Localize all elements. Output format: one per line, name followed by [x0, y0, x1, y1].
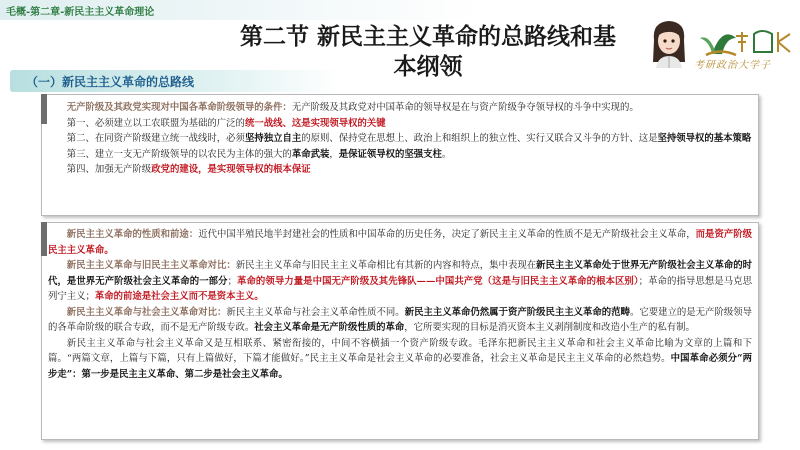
condition-3-bold-b: 是保证领导权的坚强支柱 — [338, 148, 442, 160]
box1-paragraph-2 — [48, 116, 752, 132]
box2-text — [48, 227, 752, 382]
condition-4-highlight: 政党的建设，是实现领导权的根本保证 — [151, 164, 311, 175]
leadership-conditions-label: 无产阶级及其政党实现对中国各革命阶级领导的条件： — [66, 102, 292, 113]
brand-name: 考研政治大学子 — [694, 60, 771, 71]
page-title-line-2: 本纲领 — [393, 54, 463, 80]
two-step-bold: 中国革命必须分“两步走”：第一步是民主主义革命、第二步是社会主义革命。 — [48, 353, 752, 380]
condition-2-text-a: 第二、在同资产阶级建立统一战线时，必须 — [66, 133, 245, 144]
old-vs-new-text-a: 新民主主义革命与旧民主主义革命相比有其新的内容和特点，集中表现在 — [235, 260, 537, 271]
box-accent-bar — [41, 222, 47, 256]
box1-paragraph-5 — [48, 162, 752, 178]
new-vs-socialist-text-a: 新民主主义革命与社会主义革命性质不同。 — [226, 306, 405, 318]
old-vs-new-highlight-a: 革命的领导力量是中国无产阶级及其先锋队——中国共产党（这是与旧民主主义革命的根本区别） — [236, 275, 639, 287]
condition-3-text-c: 。 — [441, 148, 452, 160]
box1-paragraph-4 — [48, 147, 752, 163]
box2-paragraph-3 — [48, 305, 752, 336]
box2-paragraph-1 — [48, 227, 752, 258]
box1-paragraph-1 — [48, 100, 752, 116]
nature-future-label: 新民主主义革命的性质和前途： — [66, 229, 199, 240]
old-vs-new-text-b: ； — [227, 275, 237, 287]
new-vs-socialist-text-c: ，它所要实现的目标是消灭资本主义剥削制度和改造小生产的私有制。 — [404, 322, 695, 333]
section-heading-text: （一）新民主主义革命的总路线 — [26, 75, 195, 89]
condition-1-highlight: 统一战线、这是实现领导权的关键 — [244, 117, 386, 129]
box1-text — [48, 100, 752, 178]
new-vs-socialist-bold-b: 社会主义革命是无产阶级性质的革命 — [254, 322, 405, 333]
avatar — [648, 18, 690, 68]
old-vs-new-label: 新民主主义革命与旧民主主义革命对比： — [66, 260, 236, 271]
page-title-line-1: 第二节 新民主主义革命的总路线和基 — [239, 24, 616, 50]
new-vs-socialist-text-b: 。它要建立的是无产阶级领导的各革命阶级的联合专政，而不是无产阶级专政。 — [48, 306, 752, 333]
new-vs-socialist-bold-a: 新民主主义革命仍然属于资产阶级民主主义革命的范畴 — [404, 306, 630, 318]
condition-2-bold-a: 坚持独立自主 — [244, 133, 302, 144]
condition-4-text: 第四、加强无产阶级 — [66, 164, 152, 175]
condition-2-bold-b: 坚持领导权的基本策略 — [657, 133, 752, 144]
nature-future-highlight: 而是资产阶级民主主义革命。 — [48, 229, 752, 256]
new-vs-socialist-label: 新民主主义革命与社会主义革命对比： — [66, 306, 227, 318]
old-vs-new-text-c: ；革命的指导思想是马克思列宁主义； — [48, 275, 752, 302]
condition-3-text-b: ， — [329, 148, 339, 160]
breadcrumb: 毛概-第二章-新民主主义革命理论 — [6, 7, 155, 18]
box1-paragraph-3 — [48, 131, 752, 147]
condition-3-bold-a: 革命武装 — [291, 148, 330, 160]
box-accent-bar — [41, 94, 47, 124]
condition-3-text-a: 第三、建立一支无产阶级领导的以农民为主体的强大的 — [66, 148, 292, 160]
old-vs-new-bold: 新民主主义革命处于世界无产阶级社会主义革命的时代，是世界无产阶级社会主义革命的一部分 — [48, 260, 752, 287]
condition-1-text: 第一、必须建立以工农联盟为基础的广泛的 — [66, 117, 245, 129]
condition-2-text-b: 的原则、保持党在思想上、政治上和组织上的独立性、实行又联合又斗争的方针、这是 — [301, 133, 658, 144]
section-heading — [10, 70, 340, 92]
two-step-text: 新民主主义革命与社会主义革命又是互相联系、紧密衔接的，中间不容横插一个资产阶级专政。毛泽东把新民主主义革命和社会主义革命比喻为文章的上篇和下篇。“两篇文章，上篇与下篇，只有上篇做好，下篇才能做好。”民主主义革命是社会主义革命的必要准备，社会主义革命是民主主义革命的必然趋势。 — [48, 337, 752, 364]
nature-future-text: 近代中国半殖民地半封建社会的性质和中国革命的历史任务，决定了新民主主义革命的性质不是无产阶级社会主义革命， — [198, 229, 696, 240]
leadership-conditions-text: 无产阶级及其政党对中国革命的领导权是在与资产阶级争夺领导权的斗争中实现的。 — [291, 102, 639, 113]
box2-paragraph-4 — [48, 336, 752, 383]
box2-paragraph-2 — [48, 258, 752, 305]
old-vs-new-highlight-b: 革命的前途是社会主义而不是资本主义。 — [94, 291, 264, 302]
